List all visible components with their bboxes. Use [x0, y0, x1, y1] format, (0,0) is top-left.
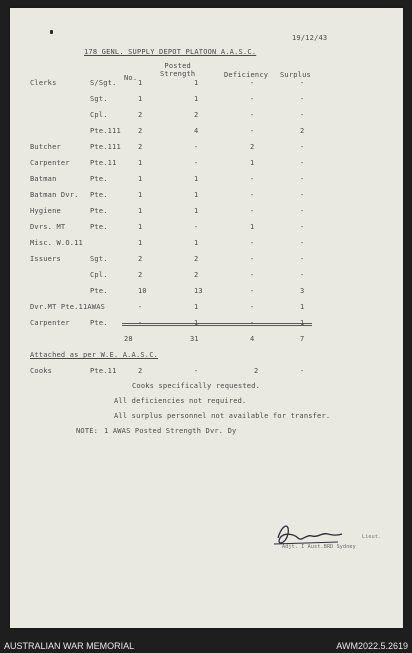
table-cell-def: -: [250, 207, 255, 215]
table-cell-sur: -: [300, 95, 305, 103]
table-cell-no: 1: [138, 95, 143, 103]
table-cell-no: 2: [138, 255, 143, 263]
table-cell-sur: -: [300, 271, 305, 279]
table-cell-dept: Dvr.MT Pte.11AWAS: [30, 303, 106, 311]
table-cell-dept: Hygiene: [30, 207, 61, 215]
table-cell-sur: -: [300, 175, 305, 183]
note-line: Cooks specifically requested.: [132, 382, 261, 390]
note-label: NOTE:: [76, 427, 99, 435]
table-cell-sur: 1: [300, 319, 305, 327]
table-cell-rank: Sgt.: [90, 95, 108, 103]
table-cell-rank: Pte.: [90, 287, 108, 295]
note-line: All deficiencies not required.: [114, 397, 247, 405]
table-cell-dept: Carpenter: [30, 319, 70, 327]
signature-caption: Adjt. I Aust.BRD Sydney: [282, 544, 356, 550]
document-date: 19/12/43: [292, 34, 328, 42]
total-deficiency: 4: [250, 335, 255, 343]
table-cell-no: 2: [138, 271, 143, 279]
table-cell-sur: -: [300, 159, 305, 167]
table-cell-no: 1: [138, 79, 143, 87]
header-deficiency: Deficiency: [224, 71, 269, 79]
table-cell-posted: -: [194, 159, 199, 167]
table-cell-posted: 2: [194, 111, 199, 119]
table-cell-def: -: [250, 79, 255, 87]
table-cell-posted: 1: [194, 95, 199, 103]
header-surplus: Surplus: [280, 71, 311, 79]
table-cell-dept: Issuers: [30, 255, 61, 263]
attached-dept: Cooks: [30, 367, 53, 375]
table-cell-posted: -: [194, 143, 199, 151]
table-cell-no: 1: [138, 191, 143, 199]
table-cell-def: -: [250, 271, 255, 279]
table-cell-dept: Batman Dvr.: [30, 191, 79, 199]
attached-no: 2: [138, 367, 143, 375]
table-cell-posted: 1: [194, 239, 199, 247]
note-line: All surplus personnel not available for transfer.: [114, 412, 331, 420]
table-cell-dept: Clerks: [30, 79, 57, 87]
table-cell-def: -: [250, 95, 255, 103]
table-cell-rank: Pte.: [90, 223, 108, 231]
table-cell-dept: Misc. W.O.11: [30, 239, 83, 247]
table-cell-sur: 3: [300, 287, 305, 295]
table-cell-posted: 1: [194, 79, 199, 87]
table-cell-sur: -: [300, 239, 305, 247]
table-cell-no: 2: [138, 127, 143, 135]
table-cell-def: -: [250, 239, 255, 247]
total-surplus: 7: [300, 335, 305, 343]
attached-rank: Pte.11: [90, 367, 117, 375]
footer-accession-number: AWM2022.5.2619: [336, 641, 408, 651]
table-cell-no: 1: [138, 223, 143, 231]
table-cell-posted: 1: [194, 303, 199, 311]
table-cell-dept: Butcher: [30, 143, 61, 151]
table-cell-def: 1: [250, 159, 255, 167]
table-cell-rank: Pte.: [90, 191, 108, 199]
table-cell-sur: -: [300, 207, 305, 215]
table-cell-sur: -: [300, 255, 305, 263]
note-text: 1 AWAS Posted Strength Dvr. Dy: [104, 427, 237, 435]
table-cell-rank: Cpl.: [90, 271, 108, 279]
table-cell-posted: 1: [194, 191, 199, 199]
table-cell-posted: 1: [194, 175, 199, 183]
table-cell-no: -: [138, 319, 143, 327]
table-cell-rank: Pte.11: [90, 159, 117, 167]
table-cell-posted: 1: [194, 319, 199, 327]
table-cell-def: -: [250, 111, 255, 119]
table-cell-no: 1: [138, 207, 143, 215]
punch-hole: [50, 30, 53, 34]
table-cell-posted: 1: [194, 207, 199, 215]
table-cell-rank: Pte.: [90, 175, 108, 183]
attached-heading: Attached as per W.E. A.A.S.C.: [30, 351, 159, 359]
table-cell-def: -: [250, 303, 255, 311]
table-cell-def: -: [250, 255, 255, 263]
table-cell-def: -: [250, 319, 255, 327]
table-cell-no: 1: [138, 239, 143, 247]
totals-rule-top: [122, 323, 312, 324]
attached-surplus: -: [300, 367, 305, 375]
table-cell-rank: Pte.111: [90, 143, 121, 151]
table-cell-def: 2: [250, 143, 255, 151]
total-no: 28: [124, 335, 133, 343]
table-cell-def: -: [250, 191, 255, 199]
table-cell-posted: 13: [194, 287, 203, 295]
table-cell-rank: S/Sgt.: [90, 79, 117, 87]
table-cell-dept: Dvrs. MT: [30, 223, 66, 231]
table-cell-no: 2: [138, 111, 143, 119]
table-cell-no: 2: [138, 143, 143, 151]
table-cell-dept: Carpenter: [30, 159, 70, 167]
table-cell-posted: 4: [194, 127, 199, 135]
attached-deficiency: 2: [254, 367, 259, 375]
table-cell-rank: Cpl.: [90, 111, 108, 119]
table-cell-posted: 2: [194, 271, 199, 279]
table-cell-no: 1: [138, 175, 143, 183]
document-page: [10, 8, 403, 628]
table-cell-def: -: [250, 175, 255, 183]
table-cell-sur: -: [300, 111, 305, 119]
table-cell-posted: -: [194, 223, 199, 231]
table-cell-sur: -: [300, 191, 305, 199]
table-cell-rank: Pte.: [90, 319, 108, 327]
signature-rank: Lieut.: [362, 534, 382, 540]
document-title: 178 GENL. SUPPLY DEPOT PLATOON A.A.S.C.: [84, 48, 257, 56]
table-cell-def: -: [250, 287, 255, 295]
table-cell-sur: -: [300, 79, 305, 87]
table-cell-def: 1: [250, 223, 255, 231]
totals-rule-bottom: [122, 325, 312, 326]
table-cell-no: 1: [138, 159, 143, 167]
table-cell-rank: Pte.: [90, 207, 108, 215]
table-cell-def: -: [250, 127, 255, 135]
attached-posted: -: [194, 367, 199, 375]
table-cell-no: -: [138, 303, 143, 311]
header-no: No.: [124, 74, 138, 82]
table-cell-sur: 1: [300, 303, 305, 311]
table-cell-rank: Pte.111: [90, 127, 121, 135]
table-cell-no: 10: [138, 287, 147, 295]
table-cell-sur: -: [300, 223, 305, 231]
table-cell-posted: 2: [194, 255, 199, 263]
header-posted-strength: Posted Strength: [160, 62, 196, 78]
table-cell-sur: 2: [300, 127, 305, 135]
footer-bar: [0, 635, 412, 653]
total-posted: 31: [190, 335, 199, 343]
table-cell-dept: Batman: [30, 175, 57, 183]
table-cell-sur: -: [300, 143, 305, 151]
footer-institution: AUSTRALIAN WAR MEMORIAL: [4, 641, 135, 651]
table-cell-rank: Sgt.: [90, 255, 108, 263]
